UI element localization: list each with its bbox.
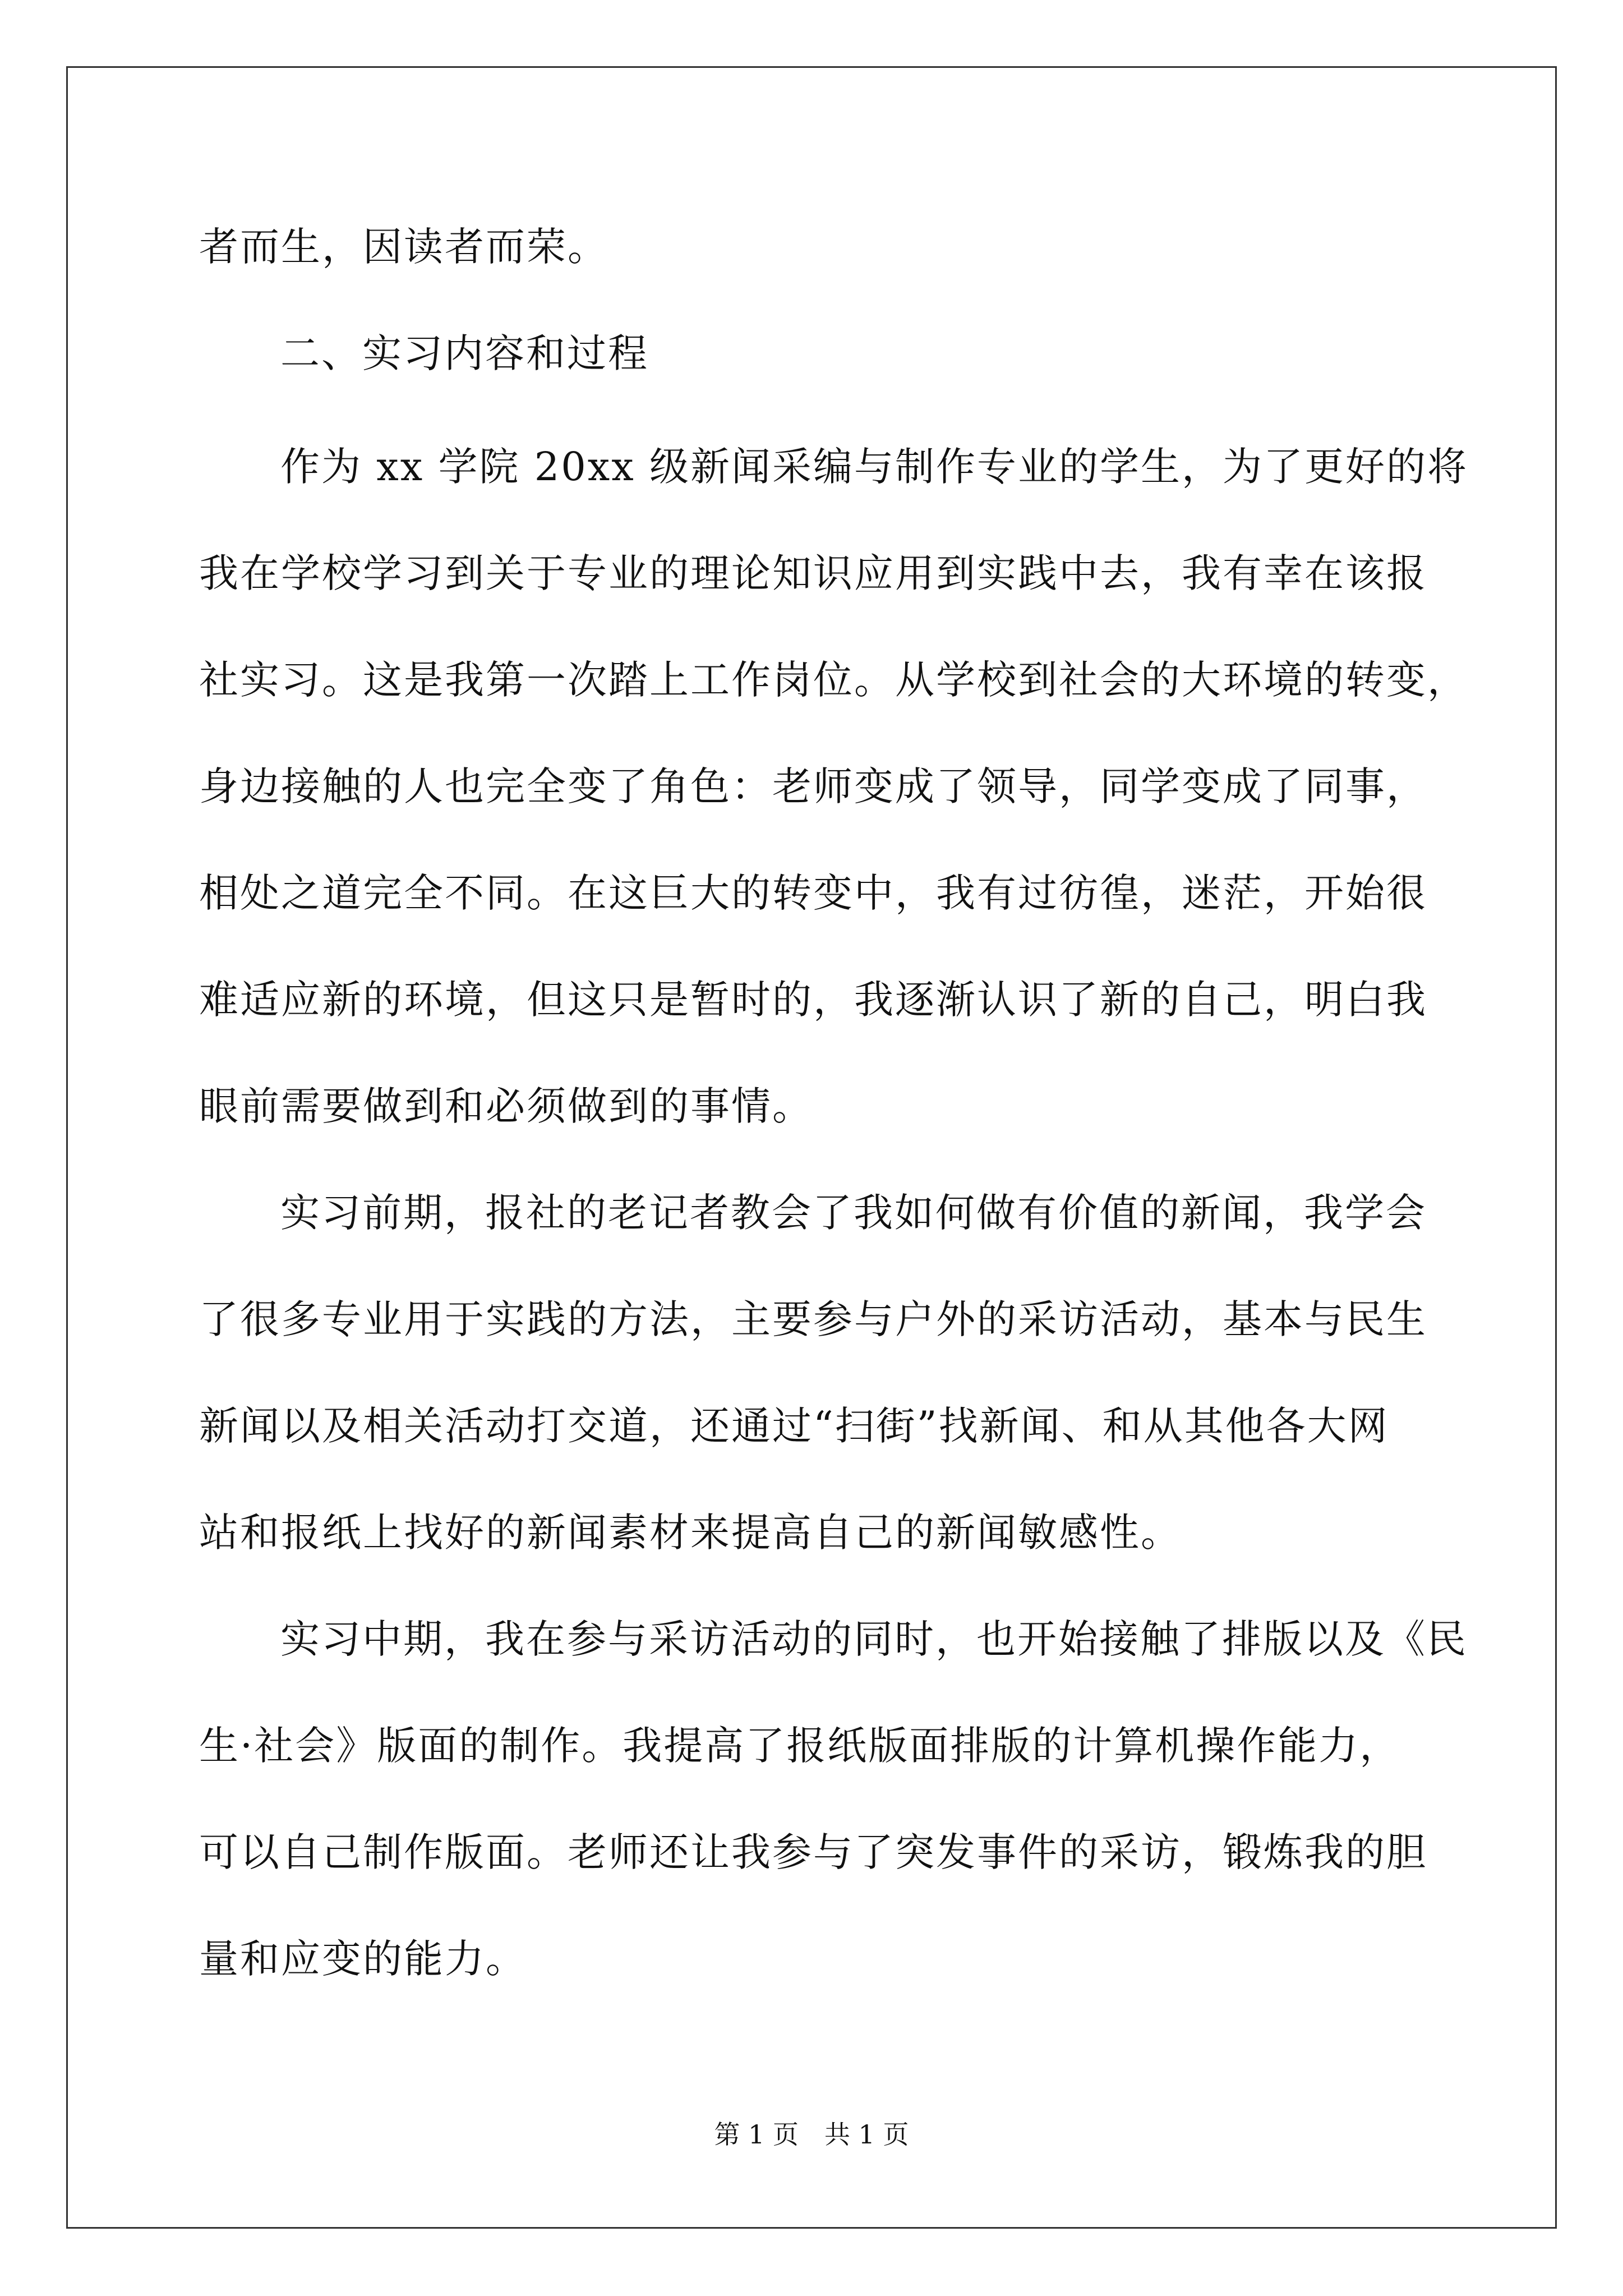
text-line-14: 实习中期，我在参与采访活动的同时，也开始接触了排版以及《民 [280, 1616, 1468, 1662]
text-line-9: 眼前需要做到和必须做到的事情。 [199, 1083, 813, 1129]
text-line-10: 实习前期，报社的老记者教会了我如何做有价值的新闻，我学会 [280, 1190, 1427, 1236]
section-heading: 二、实习内容和过程 [280, 330, 649, 376]
page-footer: 第 1 页 共 1 页 [714, 2119, 909, 2150]
text-line-1: 者而生，因读者而荣。 [199, 224, 608, 270]
text-line-8: 难适应新的环境，但这只是暂时的，我逐渐认识了新的自己，明白我 [199, 977, 1427, 1023]
text-line-17: 量和应变的能力。 [199, 1936, 527, 1982]
text-line-16: 可以自己制作版面。老师还让我参与了突发事件的采访，锻炼我的胆 [199, 1829, 1427, 1875]
text-line-15: 生·社会》版面的制作。我提高了报纸版面排版的计算机操作能力， [199, 1723, 1401, 1769]
text-line-4: 我在学校学习到关于专业的理论知识应用到实践中去，我有幸在该报 [199, 550, 1427, 596]
text-line-6: 身边接触的人也完全变了角色：老师变成了领导，同学变成了同事， [199, 763, 1427, 809]
text-line-12: 新闻以及相关活动打交道，还通过“扫街”找新闻、和从其他各大网 [199, 1403, 1389, 1449]
text-line-5: 社实习。这是我第一次踏上工作岗位。从学校到社会的大环境的转变， [199, 657, 1468, 703]
text-line-11: 了很多专业用于实践的方法，主要参与户外的采访活动，基本与民生 [199, 1296, 1427, 1342]
text-line-7: 相处之道完全不同。在这巨大的转变中，我有过彷徨，迷茫，开始很 [199, 870, 1427, 916]
page-border [66, 66, 1557, 2229]
text-line-13: 站和报纸上找好的新闻素材来提高自己的新闻敏感性。 [199, 1510, 1182, 1556]
text-line-3: 作为 xx 学院 20xx 级新闻采编与制作专业的学生，为了更好的将 [280, 444, 1468, 490]
